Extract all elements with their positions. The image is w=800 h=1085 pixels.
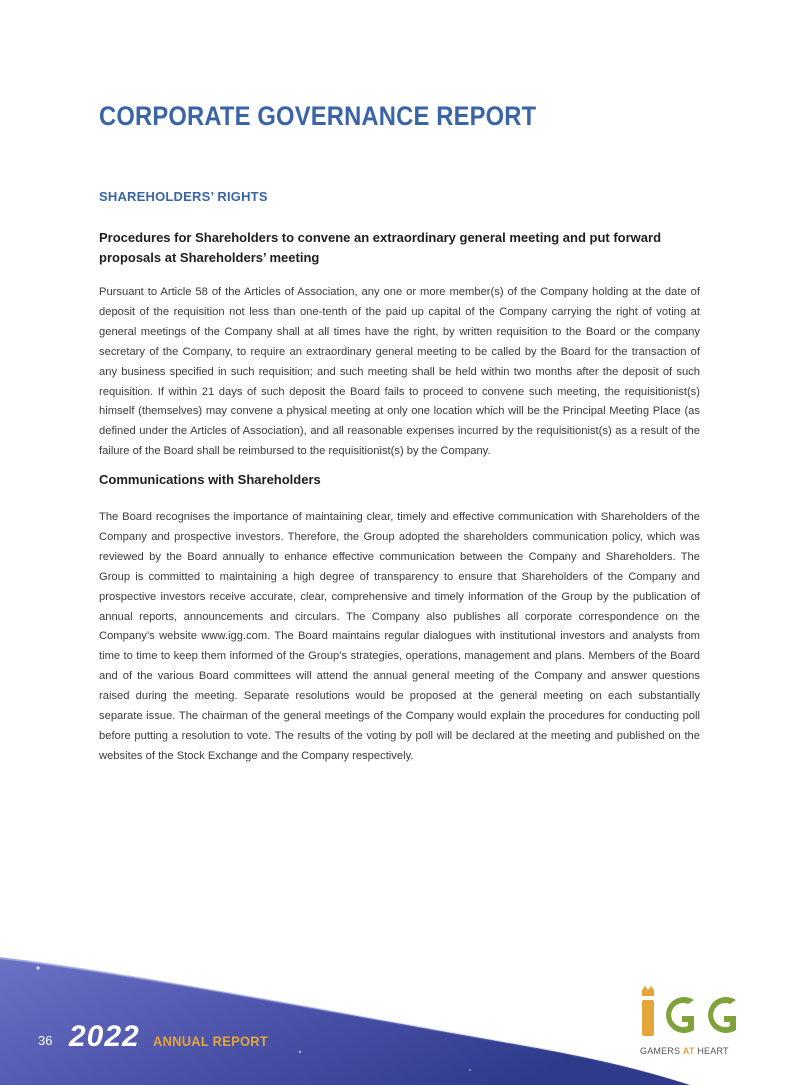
- subsection-heading-convene-meeting: Procedures for Shareholders to convene an extraordinary general meeting and put forward proposals at Shareholders’ meeting: [99, 230, 662, 265]
- igg-logo-icon: [636, 986, 742, 1038]
- page-title: CORPORATE GOVERNANCE REPORT: [99, 101, 537, 131]
- report-label: ANNUAL REPORT: [153, 1033, 268, 1049]
- paragraph-convene-meeting: Pursuant to Article 58 of the Articles of Association, any one or more member(s) of the Company holding at the date of deposit of the requisition not less than one-tenth of the paid up capital of the Company carrying the right of voting at general meetings of the Company shall at all times have the right, by written requisition to the Board or the company secretary of the Company, to require an extraordinary general meeting to be called by the Board for the transaction of any business specified in such requisition; and such meeting shall be held within two months after the deposit of such requisition. If within 21 days of such deposit the Board fails to proceed to convene such meeting, the requisitionist(s) himself (themselves) may convene a physical meeting at only one location which will be the Principal Meeting Place (as defined under the Articles of Association), and all reasonable expenses incurred by the requisitionist(s) as a result of the failure of the Board shall be reimbursed to the requisitionist(s) by the Company.: [99, 286, 700, 458]
- page-number: 36: [38, 1033, 53, 1048]
- igg-logo: [636, 986, 746, 1066]
- section-heading: SHAREHOLDERS’ RIGHTS: [99, 189, 268, 204]
- logo-tagline: GAMERS AT HEART: [640, 1046, 729, 1056]
- paragraph-communications: The Board recognises the importance of maintaining clear, timely and effective communication with Shareholders of the Company and prospective investors. Therefore, the Group adopted the shareholders communication policy, which was reviewed by the Board annually to enhance effective communication between the Company and Shareholders. The Group is committed to maintaining a high degree of transparency to ensure that Shareholders of the Company and prospective investors receive accurate, clear, comprehensive and timely information of the Group by the publication of annual reports, announcements and circulars. The Company also publishes all corporate correspondence on the Company’s website www.igg.com. The Board maintains regular dialogues with institutional investors and analysts from time to time to keep them informed of the Group’s strategies, operations, management and plans. Members of the Board and of the various Board committees will attend the annual general meeting of the Company and answer questions raised during the meeting. Separate resolutions would be proposed at the general meeting on each substantially separate issue. The chairman of the general meetings of the Company would explain the procedures for conducting poll before putting a resolution to vote. The results of the voting by poll will be declared at the meeting and published on the websites of the Stock Exchange and the Company respectively.: [99, 511, 700, 762]
- report-year: 2022: [69, 1020, 140, 1053]
- subsection-heading-communications: Communications with Shareholders: [99, 472, 321, 487]
